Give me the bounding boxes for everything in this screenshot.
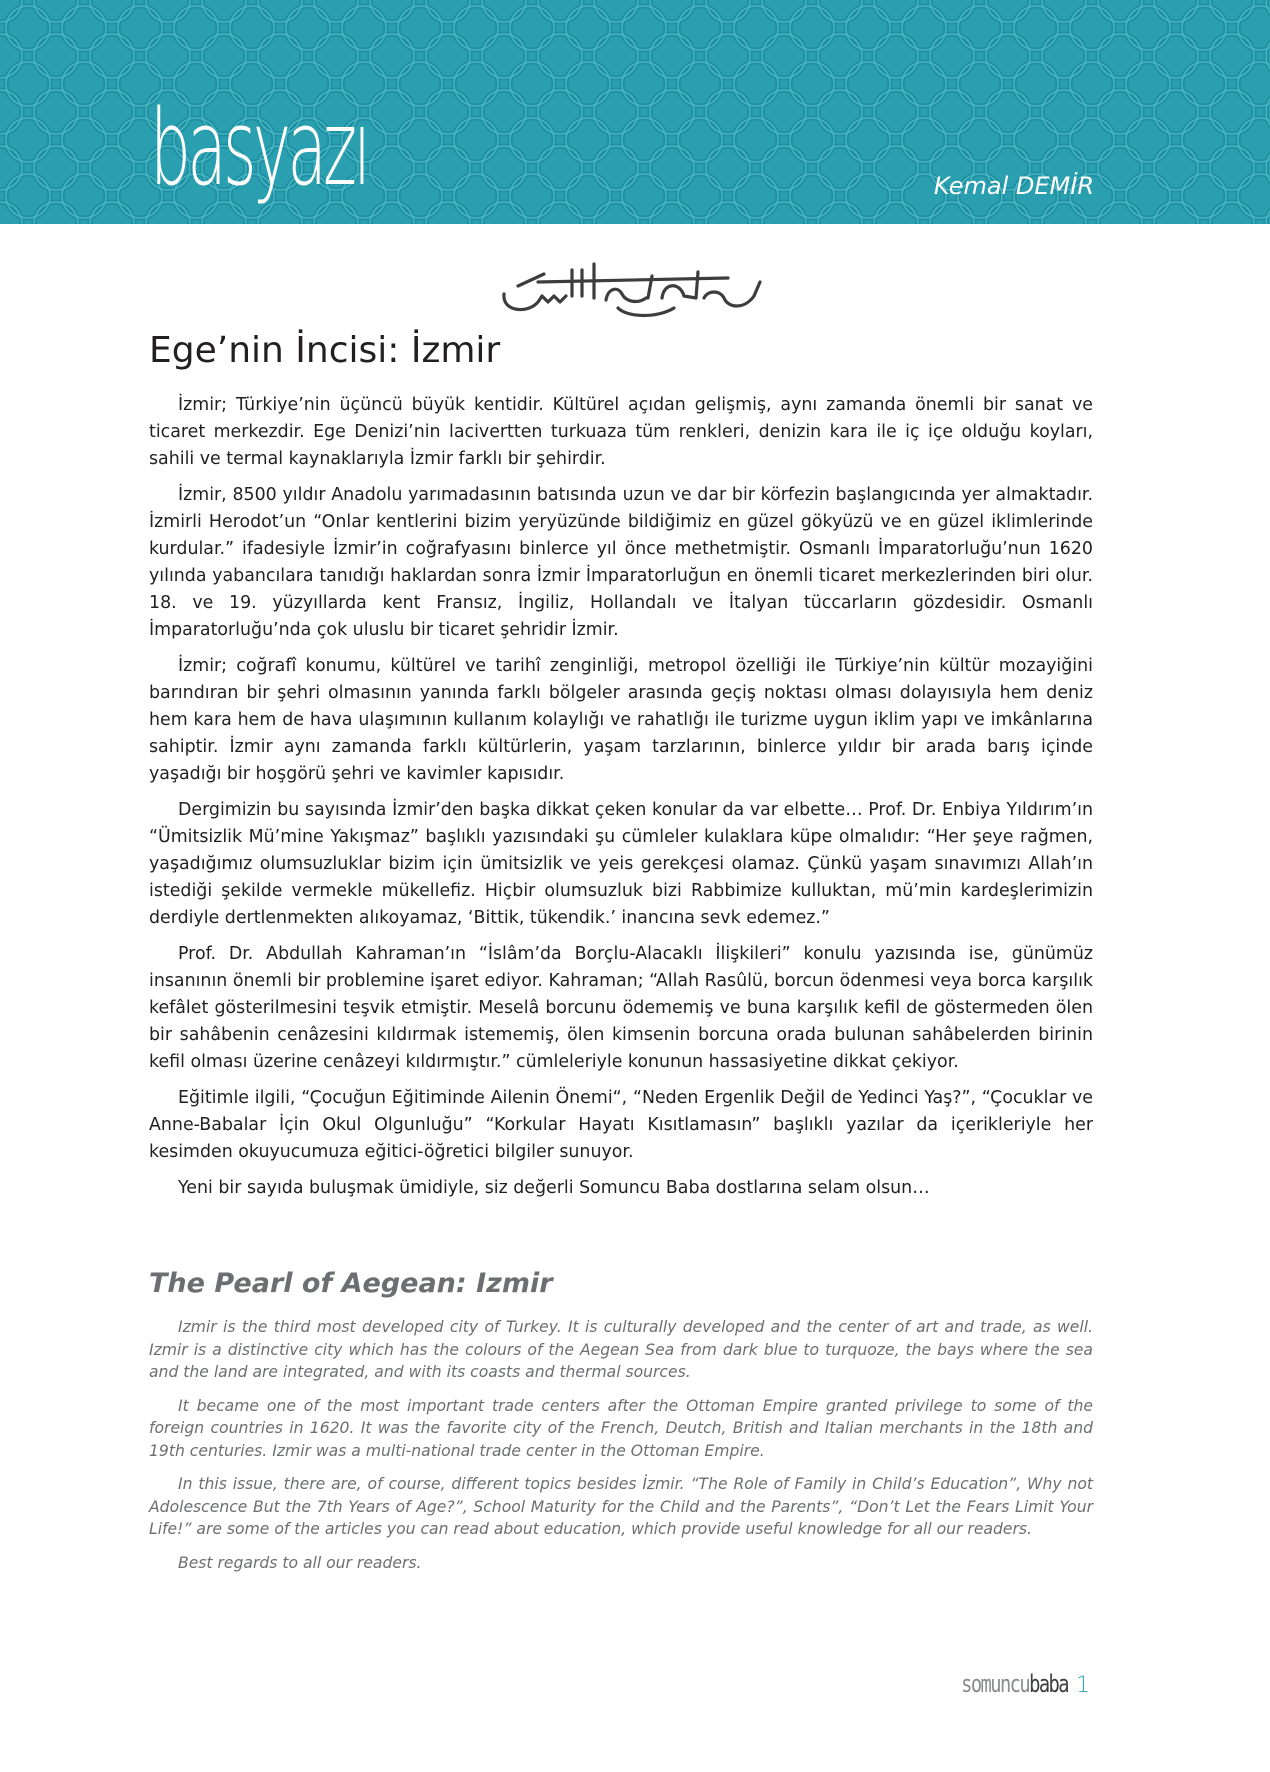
- paragraph: İzmir; coğrafî konumu, kültürel ve tarihî zenginliği, metropol özelliği ile Türkiye’nin kültür mozayiğini barındıran bir şehri olmasının yanında farklı bölgeler arasında geçiş noktası olması dolayısıyla hem deniz hem kara hem de hava ulaşımının kullanım kolaylığı ve rahatlığı ile turizme uygun iklim yapı ve imkânlarına sahiptir. İzmir aynı zamanda farklı kültürlerin, yaşam tarzlarının, binlerce yıldır bir arada barış içinde yaşadığı bir hoşgörü şehri ve kavimler kapısıdır.: [149, 656, 1093, 784]
- article-title-english: The Pearl of Aegean: Izmir: [149, 1268, 553, 1299]
- section-title: basyazı: [150, 87, 368, 209]
- paragraph: Eğitimle ilgili, “Çocuğun Eğitiminde Ailenin Önemi“, “Neden Ergenlik Değil de Yedinci Yaş?”, “Çocuklar ve Anne-Babalar İçin Okul Olgunluğu” “Korkular Hayatı Kısıtlamasın” başlıklı yazılar da içerikleriyle her kesimden okuyucumuza eğitici-öğretici bilgiler sunuyor.: [149, 1088, 1093, 1162]
- paragraph: Dergimizin bu sayısında İzmir’den başka dikkat çeken konular da var elbette… Prof. Dr. Enbiya Yıldırım’ın “Ümitsizlik Mü’mine Yakışmaz” başlıklı yazısındaki şu cümleler kulaklara küpe olmalıdır: “Her şeye rağmen, yaşadığımız olumsuzluklar bizim için ümitsizlik ve yeis gerekçesi olamaz. Çünkü yaşam sınavımızı Allah’ın istediği şekilde vermekle mükellefiz. Hiçbir olumsuzluk bizi Rabbimize kulluktan, mü’min kardeşlerimizin derdiyle dertlenmekten alıkoyamaz, ‘Bittik, tükendik.’ inancına sevk edemez.”: [149, 800, 1093, 928]
- logo-part-dark: baba: [1029, 1670, 1068, 1698]
- paragraph: In this issue, there are, of course, different topics besides İzmir. “The Role of Family in Child’s Education”, Why not Adolescence But the 7th Years of Age?”, School Maturity for the Child and the Parents”, “Don’t Let the Fears Limit Your Life!” are some of the articles you can read about education, which provide useful knowledge for all our readers.: [149, 1475, 1093, 1538]
- page-footer: [931, 1670, 1090, 1698]
- bismillah-calligraphy-icon: [498, 252, 768, 322]
- author-name: Kemal DEMİR: [933, 172, 1094, 200]
- logo-part-light: somuncu: [961, 1670, 1030, 1698]
- paragraph: Yeni bir sayıda buluşmak ümidiyle, siz değerli Somuncu Baba dostlarına selam olsun…: [178, 1178, 930, 1198]
- page-number: 1: [1076, 1673, 1090, 1698]
- article-body-english: [149, 1316, 1093, 1585]
- magazine-logo: [961, 1670, 1068, 1698]
- paragraph: It became one of the most important trade centers after the Ottoman Empire granted privilege to some of the foreign countries in 1620. It was the favorite city of the French, Deutch, British and Italian merchants in the 18th and 19th centuries. Izmir was a multi-national trade center in the Ottoman Empire.: [149, 1396, 1093, 1460]
- paragraph: Izmir is the third most developed city of Turkey. It is culturally developed and the center of art and trade, as well. Izmir is a distinctive city which has the colours of the Aegean Sea from dark blue to turquoze, the bays where the sea and the land are integrated, and with its coasts and thermal sources.: [149, 1318, 1093, 1381]
- paragraph: İzmir, 8500 yıldır Anadolu yarımadasının batısında uzun ve dar bir körfezin başlangıcında yer almaktadır. İzmirli Herodot’un “Onlar kentlerini bizim yeryüzünde bildiğimiz en güzel gökyüzü ve en güzel iklimlerinde kurdular.” ifadesiyle İzmir’in coğrafyasını binlerce yıl önce methetmiştir. Osmanlı İmparatorluğu’nun 1620 yılında yabancılara tanıdığı haklardan sonra İzmir İmparatorluğun en önemli ticaret merkezlerinden biri olur. 18. ve 19. yüzyıllarda kent Fransız, İngiliz, Hollandalı ve İtalyan tüccarların gözdesidir. Osmanlı İmparatorluğu’nda çok uluslu bir ticaret şehridir İzmir.: [149, 485, 1093, 640]
- paragraph: Prof. Dr. Abdullah Kahraman’ın “İslâm’da Borçlu-Alacaklı İlişkileri” konulu yazısında ise, günümüz insanının önemli bir problemine işaret ediyor. Kahraman; “Allah Rasûlü, borcun ödenmesi veya borca karşılık kefâlet gösterilmesini teşvik etmiştir. Meselâ borcunu ödememiş ve buna karşılık kefil de göstermeden ölen bir sahâbenin cenâzesini kıldırmak istememiş, ölen kimsenin borcuna orada bulunan sahâbelerden birinin kefil olması üzerine cenâzeyi kıldırmıştır.” cümleleriyle konunun hassasiyetine dikkat çekiyor.: [149, 944, 1093, 1072]
- article-body-turkish: [149, 392, 1093, 1211]
- paragraph: Best regards to all our readers.: [178, 1553, 422, 1572]
- article-title-turkish: Ege’nin İncisi: İzmir: [149, 330, 501, 371]
- paragraph: İzmir; Türkiye’nin üçüncü büyük kentidir. Kültürel açıdan gelişmiş, aynı zamanda önemli bir sanat ve ticaret merkezdir. Ege Denizi’nin lacivertten turkuaza tüm renkleri, denizin kara ile iç içe olduğu koyları, sahili ve termal kaynaklarıyla İzmir farklı bir şehirdir.: [149, 395, 1093, 469]
- header-banner: [0, 0, 1270, 224]
